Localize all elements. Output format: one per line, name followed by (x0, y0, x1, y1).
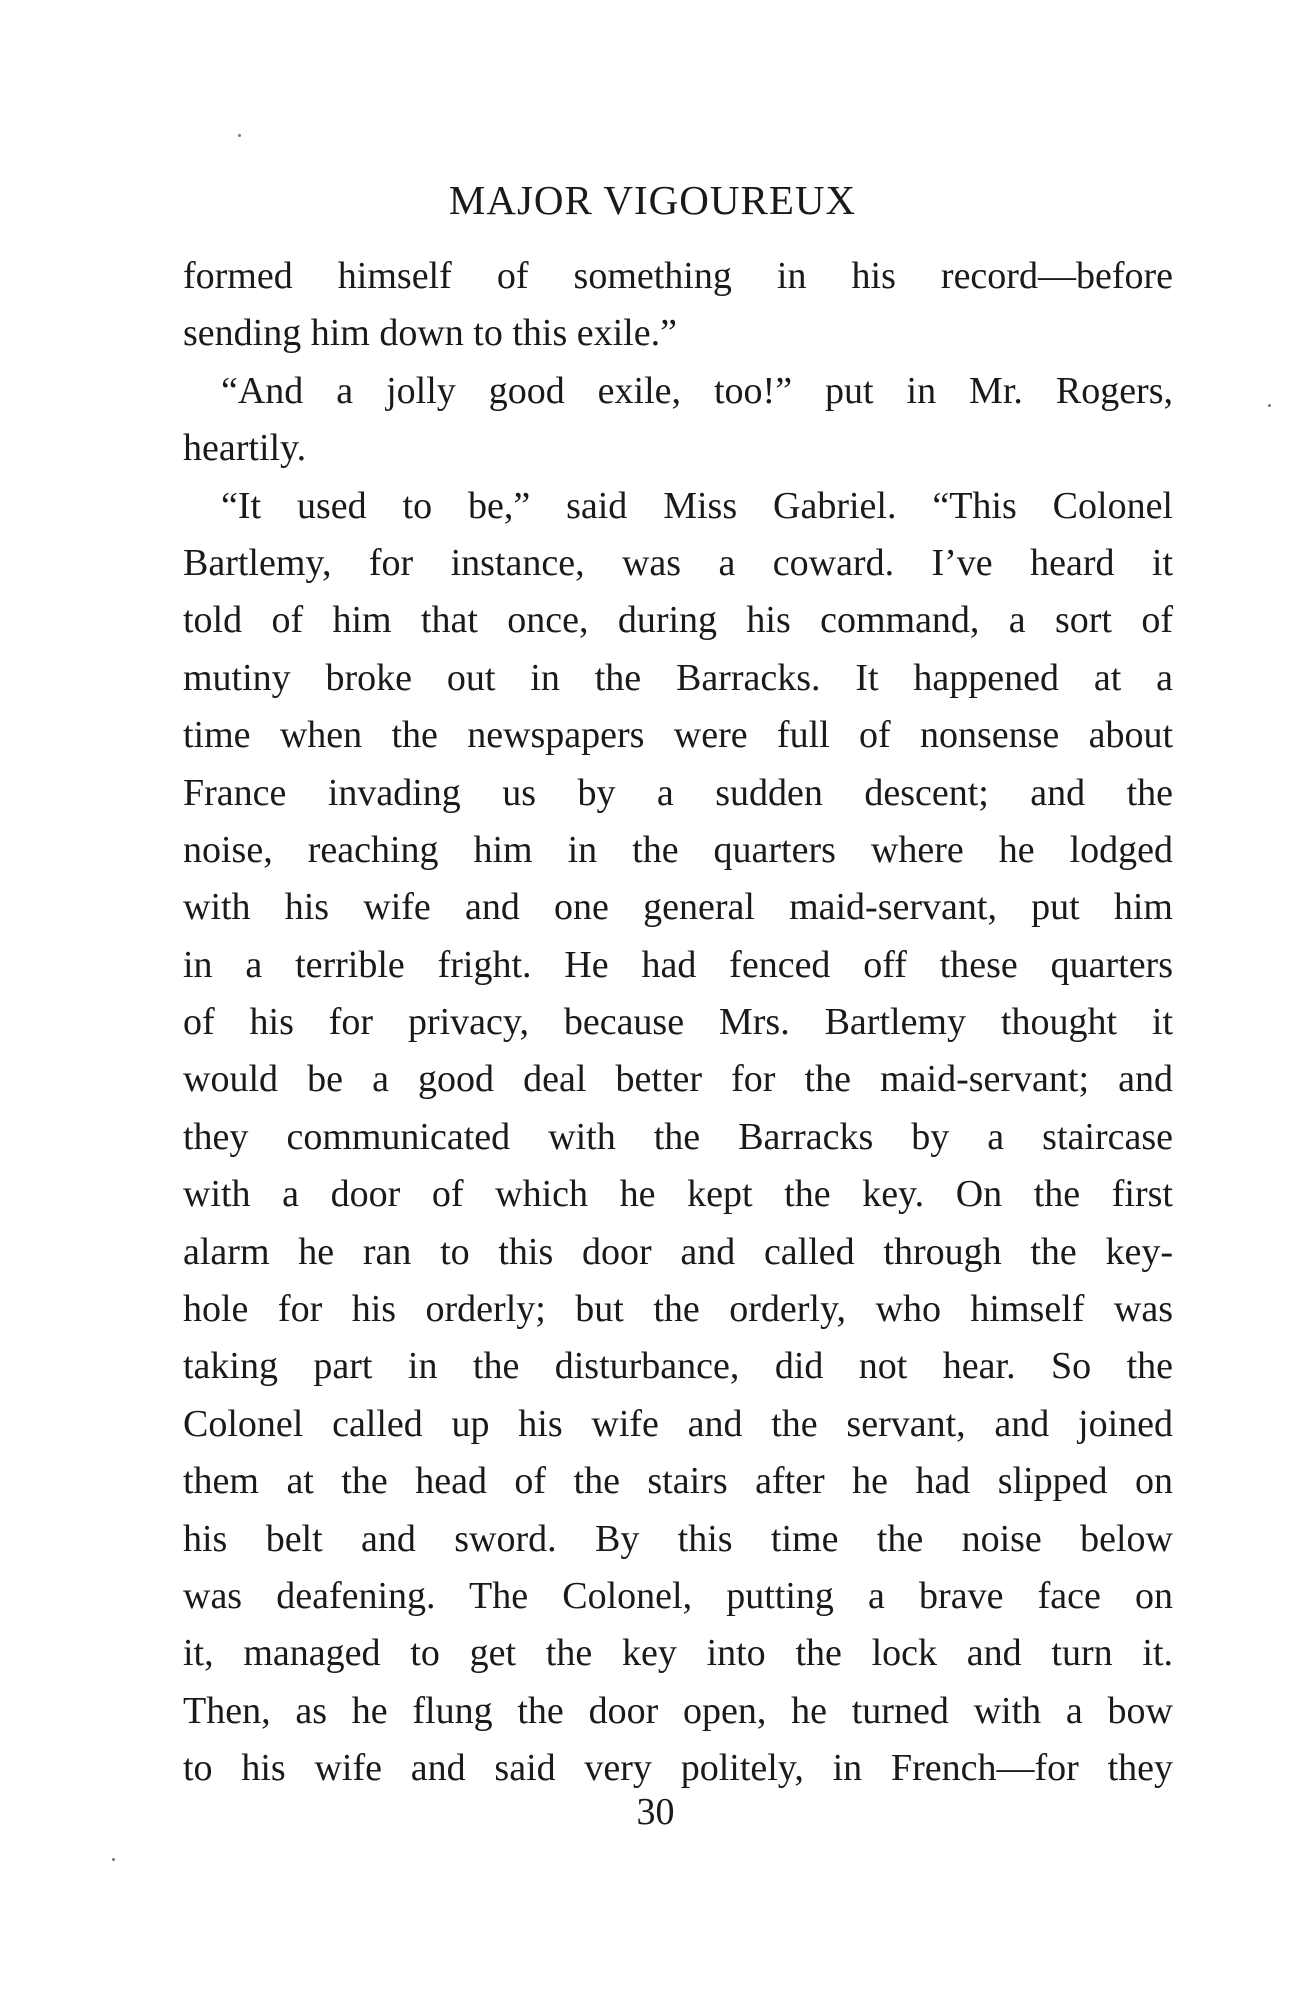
text-line: of his for privacy, because Mrs. Bartlemy thought it (183, 1001, 1173, 1044)
text-line: France invading us by a sudden descent; and the (183, 771, 1173, 814)
text-line: they communicated with the Barracks by a staircase (183, 1115, 1173, 1158)
text-line: told of him that once, during his command, a sort of (183, 599, 1173, 642)
text-line: “And a jolly good exile, too!” put in Mr. Rogers, (221, 369, 1173, 412)
body-text (183, 248, 1173, 1798)
page-number: 30 (636, 1791, 675, 1833)
paper-speck (112, 1858, 115, 1861)
text-line: alarm he ran to this door and called through the key- (183, 1230, 1173, 1273)
text-line: mutiny broke out in the Barracks. It happened at a (183, 656, 1173, 699)
text-line: to his wife and said very politely, in French—for they (183, 1747, 1173, 1790)
text-line: Bartlemy, for instance, was a coward. I’ve heard it (183, 541, 1173, 584)
text-line: his belt and sword. By this time the noise below (183, 1517, 1173, 1560)
paper-speck (238, 134, 241, 137)
text-line: was deafening. The Colonel, putting a brave face on (183, 1574, 1173, 1617)
text-line: heartily. (183, 427, 307, 470)
text-line: them at the head of the stairs after he had slipped on (183, 1460, 1173, 1503)
text-line: it, managed to get the key into the lock and turn it. (183, 1632, 1173, 1675)
text-line: noise, reaching him in the quarters where he lodged (183, 828, 1173, 871)
text-line: formed himself of something in his record—before (183, 255, 1173, 297)
text-line: Then, as he flung the door open, he turned with a bow (183, 1689, 1173, 1732)
paper-speck (1268, 404, 1271, 407)
running-head: MAJOR VIGOUREUX (448, 177, 857, 223)
text-line: taking part in the disturbance, did not hear. So the (183, 1345, 1173, 1388)
text-line: “It used to be,” said Miss Gabriel. “This Colonel (221, 484, 1173, 527)
text-line: sending him down to this exile.” (183, 312, 677, 355)
text-line: would be a good deal better for the maid-servant; and (183, 1058, 1173, 1101)
text-line: with his wife and one general maid-servant, put him (183, 886, 1173, 929)
text-line: hole for his orderly; but the orderly, who himself was (183, 1288, 1173, 1331)
text-line: with a door of which he kept the key. On the first (183, 1173, 1173, 1216)
text-line: in a terrible fright. He had fenced off these quarters (183, 943, 1173, 986)
text-line: time when the newspapers were full of nonsense about (183, 714, 1173, 757)
text-line: Colonel called up his wife and the servant, and joined (183, 1402, 1173, 1445)
